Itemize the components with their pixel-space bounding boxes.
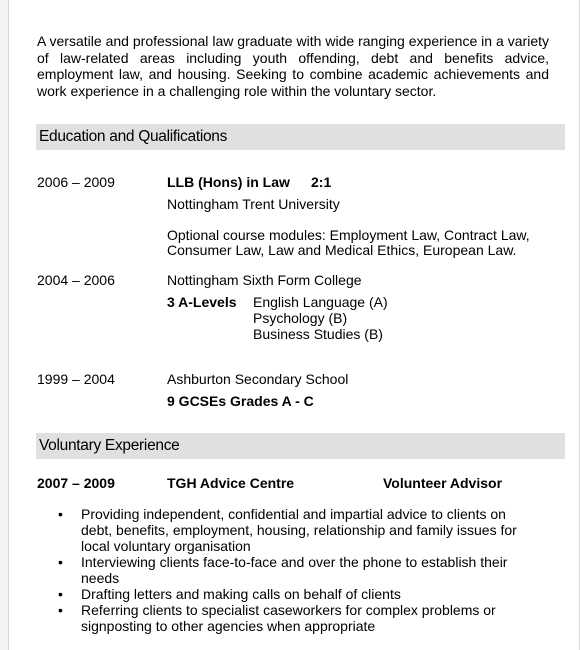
education-dates-university: 2006 – 2009 — [37, 174, 115, 190]
university-name: Nottingham Trent University — [167, 196, 340, 212]
duty-text: Drafting letters and making calls on behalf of clients — [81, 586, 401, 602]
bullet-icon: • — [58, 602, 63, 618]
a-levels-label: 3 A-Levels — [167, 294, 237, 310]
list-item — [37, 586, 537, 602]
voluntary-heading: Voluntary Experience — [36, 433, 565, 459]
duties-list — [37, 506, 537, 634]
course-modules-line-1: Optional course modules: Employment Law, Contract Law, — [167, 227, 530, 243]
voluntary-dates: 2007 – 2009 — [37, 475, 115, 491]
education-dates-college: 2004 – 2006 — [37, 272, 115, 288]
course-modules-line-2: Consumer Law, Law and Medical Ethics, European Law. — [167, 242, 517, 258]
profile-summary: A versatile and professional law graduate with wide ranging experience in a variety of law-related areas including youth offending, debt and benefits advice, employment law, and housing. Seeking to combine academic achievements and work experience in a challenging role within the voluntary sector. — [37, 33, 549, 99]
list-item — [37, 506, 537, 554]
degree-grade: 2:1 — [311, 174, 332, 190]
a-level-subject: English Language (A) — [253, 294, 388, 310]
degree-title: LLB (Hons) in Law — [167, 174, 290, 190]
duty-text: Interviewing clients face-to-face and over the phone to establish their needs — [81, 554, 508, 586]
organisation-name: TGH Advice Centre — [167, 475, 295, 491]
education-heading: Education and Qualifications — [36, 124, 565, 150]
bullet-icon: • — [58, 586, 63, 602]
duty-text: Referring clients to specialist caseworkers for complex problems or signposting to other agencies when appropriate — [81, 602, 496, 634]
duty-text: Providing independent, confidential and impartial advice to clients on debt, benefits, employment, housing, relationship and family issues for local voluntary organisation — [81, 506, 517, 554]
a-level-subject: Business Studies (B) — [253, 326, 383, 342]
gcse-qualification: 9 GCSEs Grades A - C — [167, 393, 314, 409]
education-dates-school: 1999 – 2004 — [37, 371, 115, 387]
school-name: Ashburton Secondary School — [167, 371, 349, 387]
role-title: Volunteer Advisor — [383, 475, 503, 491]
college-name: Nottingham Sixth Form College — [167, 272, 362, 288]
list-item — [37, 554, 537, 586]
resume-page — [8, 0, 580, 650]
list-item — [37, 602, 537, 634]
a-level-subject: Psychology (B) — [253, 310, 348, 326]
bullet-icon: • — [58, 554, 63, 570]
bullet-icon: • — [58, 506, 63, 522]
